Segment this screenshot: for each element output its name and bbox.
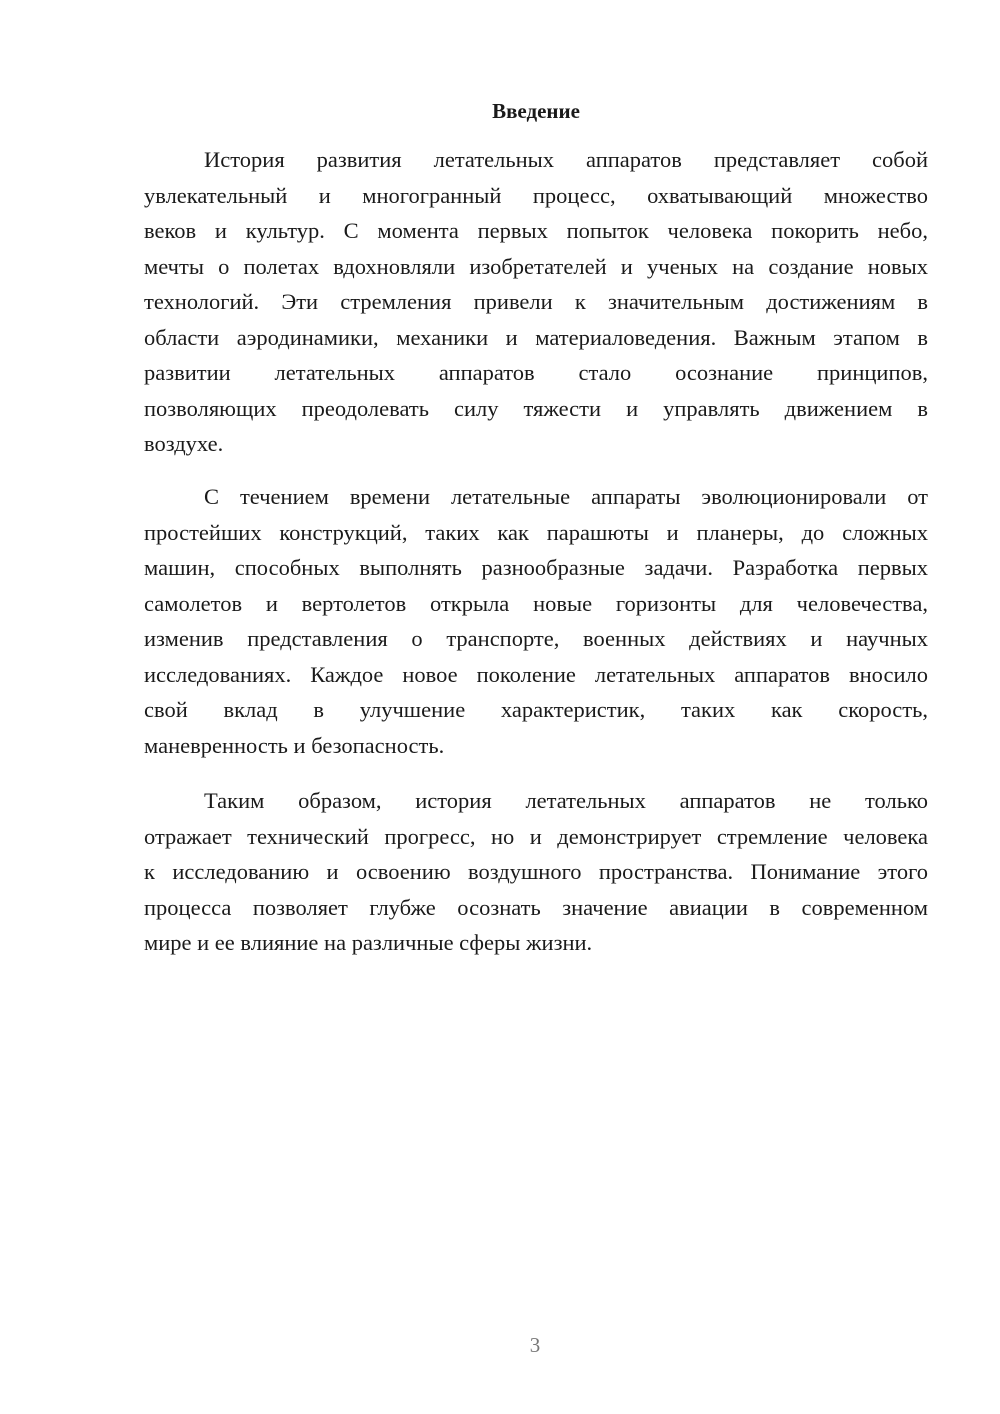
text-line: области аэродинамики, механики и материаловедения. Важным этапом в <box>144 324 928 350</box>
text-line: машин, способных выполнять разнообразные задачи. Разработка первых <box>144 555 928 580</box>
text-line: к исследованию и освоению воздушного пространства. Понимание этого <box>144 859 928 884</box>
text-line: мире и ее влияние на различные сферы жизни. <box>144 930 593 955</box>
text-line: маневренность и безопасность. <box>144 732 445 758</box>
text-line: изменив представления о транспорте, военных действиях и научных <box>144 626 928 651</box>
text-line: технологий. Эти стремления привели к значительным достижениям в <box>144 289 928 314</box>
text-line: самолетов и вертолетов открыла новые горизонты для человечества, <box>144 590 928 616</box>
text-line: простейших конструкций, таких как парашюты и планеры, до сложных <box>144 519 928 545</box>
paragraph-2 <box>144 479 928 763</box>
text-line: История развития летательных аппаратов представляет собой <box>204 147 928 172</box>
text-line: отражает технический прогресс, но и демонстрирует стремление человека <box>144 823 928 849</box>
text-line: мечты о полетах вдохновляли изобретателей и ученых на создание новых <box>144 253 928 279</box>
text-line: С течением времени летательные аппараты эволюционировали от <box>204 484 928 509</box>
paragraph-1 <box>144 142 928 462</box>
text-line: процесса позволяет глубже осознать значение авиации в современном <box>144 894 928 920</box>
text-line: Таким образом, история летательных аппаратов не только <box>204 788 928 813</box>
text-line: веков и культур. С момента первых попыток человека покорить небо, <box>144 218 928 243</box>
text-line: позволяющих преодолевать силу тяжести и управлять движением в <box>144 395 928 421</box>
paragraph-3 <box>144 783 928 961</box>
page-title: Введение <box>492 99 580 123</box>
text-line: развитии летательных аппаратов стало осознание принципов, <box>144 360 928 385</box>
text-line: воздухе. <box>144 431 224 456</box>
page-number: 3 <box>529 1333 541 1357</box>
text-line: исследованиях. Каждое новое поколение летательных аппаратов вносило <box>144 661 928 687</box>
text-line: свой вклад в улучшение характеристик, таких как скорость, <box>144 697 928 722</box>
text-line: увлекательный и многогранный процесс, охватывающий множество <box>144 182 928 208</box>
